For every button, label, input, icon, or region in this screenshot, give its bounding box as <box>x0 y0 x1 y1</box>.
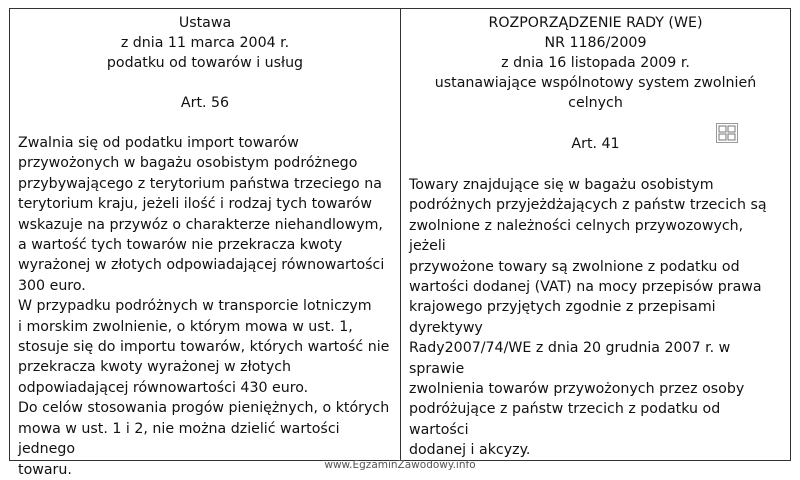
right-title-line: ROZPORZĄDZENIE RADY (WE) <box>488 15 703 31</box>
left-title-line: Ustawa <box>178 15 232 31</box>
left-body-line: W przypadku podróżnych w transporcie lotniczym <box>18 298 372 315</box>
right-title-line: ustanawiające wspólnotowy system zwolnień celnych <box>434 75 757 111</box>
right-body-line: zwolnienia towarów przywożonych przez osoby <box>409 381 745 398</box>
left-body-line: a wartość tych towarów nie przekracza kwoty <box>18 237 343 254</box>
right-title-line: NR 1186/2009 <box>544 35 647 51</box>
right-title-line: z dnia 16 listopada 2009 r. <box>501 55 690 71</box>
left-body-line: odpowiadającej równowartości 430 euro. <box>18 379 309 396</box>
right-body-line: krajowego przyjętych zgodnie z przepisami dyrektywy <box>409 299 716 336</box>
left-body-line: wyrażonej w złotych odpowiadającej równowartości <box>18 257 385 274</box>
right-body <box>409 175 782 461</box>
left-body-line: przywożonych w bagażu osobistym podróżnego <box>18 155 358 172</box>
left-body-line: terytorium kraju, jeżeli ilość i rodzaj tych towarów <box>18 196 372 213</box>
left-body-line: towaru. <box>18 461 72 478</box>
right-body-line: wartości dodanej (VAT) na mocy przepisów prawa <box>409 279 762 296</box>
right-column-rozporzadzenie <box>401 9 790 460</box>
left-body <box>18 133 392 480</box>
right-body-line: podróżnych przyjeżdżających z państw trzecich są <box>409 197 767 214</box>
right-body-line: przywożone towary są zwolnione z podatku od <box>409 258 740 275</box>
left-body-line: 300 euro. <box>18 277 86 294</box>
left-article-number: Art. 56 <box>180 95 230 111</box>
watermark-logo-icon <box>716 123 738 143</box>
right-body-line: dodanej i akcyzy. <box>409 442 531 459</box>
left-body-line: Zwalnia się od podatku import towarów <box>18 135 299 151</box>
right-body-line: zwolnione z należności celnych przywozowych, jeżeli <box>409 217 744 255</box>
left-body-line: stosuje się do importu towarów, których wartość nie <box>18 339 390 356</box>
right-title <box>409 13 782 113</box>
left-body-line: i morskim zwolnienie, o którym mowa w ust. 1, <box>18 318 353 335</box>
left-body-line: mowa w ust. 1 i 2, nie można dzielić wartości jednego <box>18 420 340 458</box>
left-body-line: wskazuje na przywóz o charakterze niehandlowym, <box>18 216 383 233</box>
site-watermark-footer: www.EgzaminZawodowy.info <box>324 459 476 471</box>
right-body-line: Rady2007/74/WE z dnia 20 grudnia 2007 r. w sprawie <box>409 340 731 377</box>
left-title <box>18 13 392 73</box>
right-body-line: Towary znajdujące się w bagażu osobistym <box>409 177 714 193</box>
left-body-line: Do celów stosowania progów pieniężnych, o których <box>18 400 390 417</box>
left-body-line: przekracza kwoty wyrażonej w złotych <box>18 359 292 376</box>
right-article-number: Art. 41 <box>571 136 620 152</box>
right-body-line: podróżujące z państw trzecich z podatku od wartości <box>409 401 721 438</box>
left-title-line: z dnia 11 marca 2004 r. <box>120 35 290 51</box>
left-title-line: podatku od towarów i usług <box>106 55 304 71</box>
left-body-line: przybywającego z terytorium państwa trzeciego na <box>18 175 382 192</box>
